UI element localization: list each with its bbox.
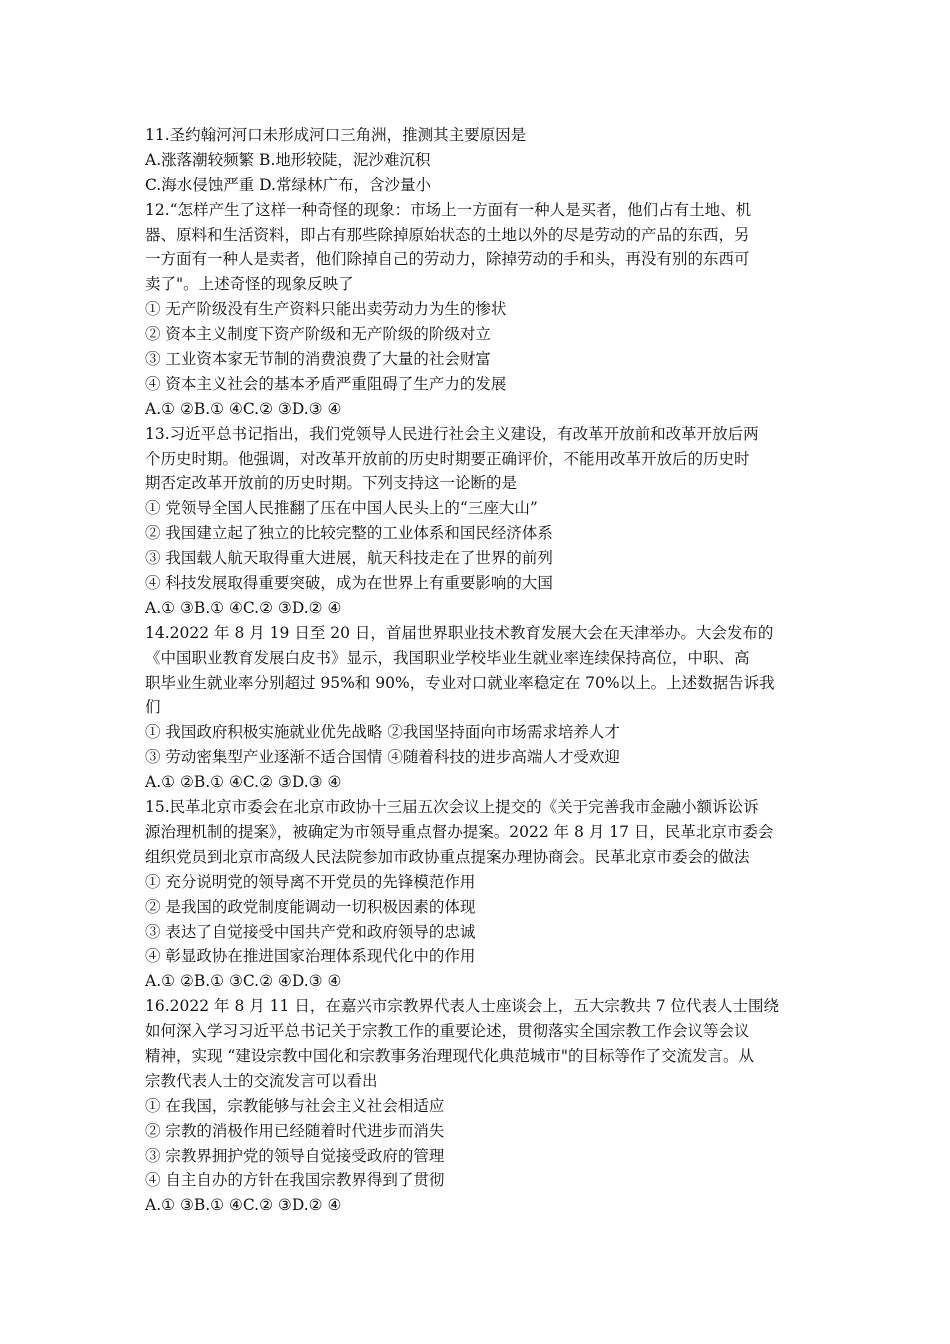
exam-page bbox=[145, 123, 810, 1218]
answer-options: A.① ②B.① ④C.② ③D.③ ④ bbox=[145, 399, 342, 418]
question-stem-line: 源治理机制的提案》，被确定为市领导重点督办提案。2022 年 8 月 17 日，民革北京市委会 bbox=[145, 822, 774, 841]
statement-item: ③ 工业资本家无节制的消费浪费了大量的社会财富 bbox=[145, 350, 491, 369]
question-stem-line: 宗教代表人士的交流发言可以看出 bbox=[145, 1071, 378, 1090]
question-15 bbox=[145, 795, 810, 994]
question-stem-line: 个历史时期。他强调，对改革开放前的历史时期要正确评价，不能用改革开放后的历史时 bbox=[145, 449, 750, 468]
statement-item: ④ 彰显政协在推进国家治理体系现代化中的作用 bbox=[145, 947, 476, 966]
question-14 bbox=[145, 621, 810, 795]
question-stem-line: 《中国职业教育发展白皮书》显示，我国职业学校毕业生就业率连续保持高位，中职、高 bbox=[145, 648, 750, 667]
statement-item: ③ 劳动密集型产业逐渐不适合国情 ④随着科技的进步高端人才受欢迎 bbox=[145, 748, 620, 767]
statement-item: ④ 自主自办的方针在我国宗教界得到了贯彻 bbox=[145, 1171, 445, 1190]
question-stem-line: 16.2022 年 8 月 11 日，在嘉兴市宗教界代表人士座谈会上，五大宗教共 7 位代表人士围绕 bbox=[145, 997, 780, 1016]
statement-item: ① 我国政府积极实施就业优先战略 ②我国坚持面向市场需求培养人才 bbox=[145, 723, 620, 742]
question-stem-line: 13.习近平总书记指出，我们党领导人民进行社会主义建设，有改革开放前和改革开放后两 bbox=[145, 424, 759, 443]
question-stem-line: 如何深入学习习近平总书记关于宗教工作的重要论述，贯彻落实全国宗教工作会议等会议 bbox=[145, 1022, 750, 1041]
option-line: C.海水侵蚀严重 D.常绿林广布，含沙量小 bbox=[145, 175, 431, 194]
statement-item: ② 是我国的政党制度能调动一切积极因素的体现 bbox=[145, 897, 476, 916]
answer-options: A.① ③B.① ④C.② ③D.② ④ bbox=[145, 1196, 342, 1215]
statement-item: ④ 资本主义社会的基本矛盾严重阻碍了生产力的发展 bbox=[145, 374, 507, 393]
answer-options: A.① ③B.① ④C.② ③D.② ④ bbox=[145, 598, 342, 617]
statement-item: ③ 我国载人航天取得重大进展，航天科技走在了世界的前列 bbox=[145, 549, 553, 568]
answer-options: A.① ②B.① ④C.② ③D.③ ④ bbox=[145, 773, 342, 792]
question-stem-line: 卖了"。上述奇怪的现象反映了 bbox=[145, 275, 354, 294]
statement-item: ③ 宗教界拥护党的领导自觉接受政府的管理 bbox=[145, 1146, 445, 1165]
question-stem-line: 职毕业生就业率分别超过 95%和 90%，专业对口就业率稳定在 70%以上。上述数据告诉我 bbox=[145, 673, 775, 692]
statement-item: ② 我国建立起了独立的比较完整的工业体系和国民经济体系 bbox=[145, 524, 553, 543]
statement-item: ① 无产阶级没有生产资料只能出卖劳动力为生的惨状 bbox=[145, 300, 507, 319]
question-stem-line: 12.“怎样产生了这样一种奇怪的现象：市场上一方面有一种人是买者，他们占有土地、机 bbox=[145, 200, 752, 219]
question-stem-line: 们 bbox=[145, 698, 161, 717]
question-stem-line: 15.民革北京市委会在北京市政协十三届五次会议上提交的《关于完善我市金融小额诉讼诉 bbox=[145, 798, 759, 817]
statement-item: ④ 科技发展取得重要突破，成为在世界上有重要影响的大国 bbox=[145, 574, 553, 593]
statement-item: ① 在我国，宗教能够与社会主义社会相适应 bbox=[145, 1096, 445, 1115]
statement-item: ② 宗教的消极作用已经随着时代进步而消失 bbox=[145, 1121, 445, 1140]
answer-options: A.① ②B.① ③C.② ④D.③ ④ bbox=[145, 972, 342, 991]
question-stem-line: 11.圣约翰河河口未形成河口三角洲，推测其主要原因是 bbox=[145, 126, 527, 144]
statement-item: ③ 表达了自觉接受中国共产党和政府领导的忠诚 bbox=[145, 922, 476, 941]
question-11 bbox=[145, 123, 810, 198]
question-13 bbox=[145, 422, 810, 621]
question-stem-line: 期否定改革开放前的历史时期。下列支持这一论断的是 bbox=[145, 474, 518, 493]
question-stem-line: 组织党员到北京市高级人民法院参加市政协重点提案办理协商会。民革北京市委会的做法 bbox=[145, 847, 750, 866]
question-stem-line: 器、原料和生活资料，即占有那些除掉原始状态的土地以外的尽是劳动的产品的东西，另 bbox=[145, 225, 750, 244]
statement-item: ① 党领导全国人民推翻了压在中国人民头上的“三座大山” bbox=[145, 499, 538, 518]
question-stem-line: 精神，实现 “建设宗教中国化和宗教事务治理现代化典范城市"的目标等作了交流发言。从 bbox=[145, 1046, 754, 1065]
question-stem-line: 14.2022 年 8 月 19 日至 20 日，首届世界职业技术教育发展大会在天津举办。大会发布的 bbox=[145, 623, 774, 642]
question-16 bbox=[145, 994, 810, 1218]
option-line: A.涨落潮较频繁 B.地形较陡，泥沙难沉积 bbox=[145, 150, 431, 169]
question-12 bbox=[145, 198, 810, 422]
question-stem-line: 一方面有一种人是卖者，他们除掉自己的劳动力，除掉劳动的手和头，再没有别的东西可 bbox=[145, 250, 750, 269]
statement-item: ② 资本主义制度下资产阶级和无产阶级的阶级对立 bbox=[145, 325, 491, 344]
statement-item: ① 充分说明党的领导离不开党员的先锋模范作用 bbox=[145, 872, 476, 891]
